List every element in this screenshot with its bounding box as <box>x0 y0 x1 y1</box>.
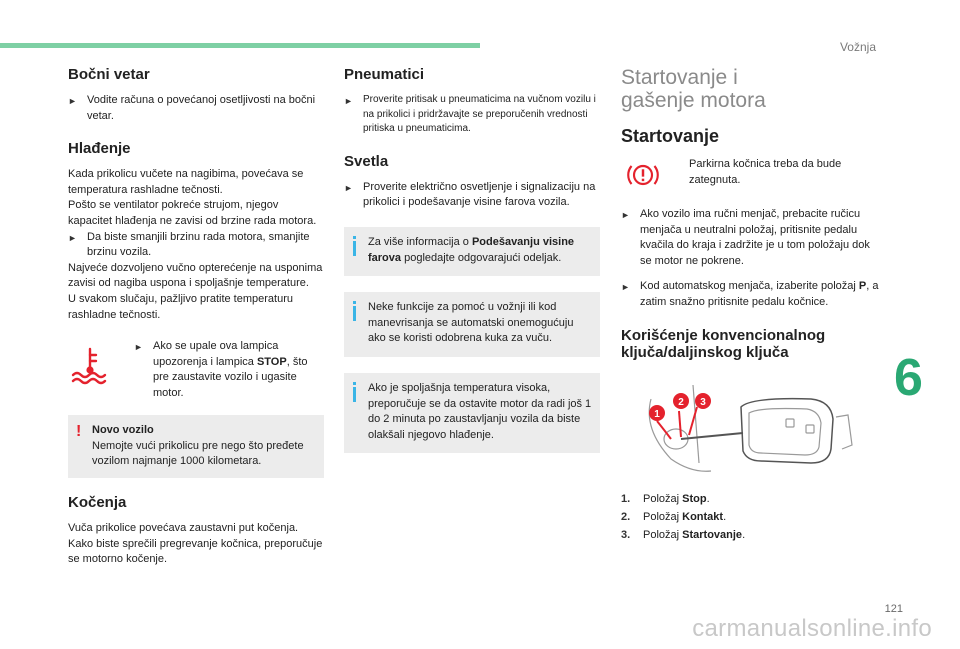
legend-item: 1. Položaj Stop. <box>621 492 710 505</box>
warning-text: Nemojte vući prikolicu pre nego što pređete vozilom najmanje 1000 kilometara. <box>92 439 304 468</box>
section-title-braking: Kočenja <box>68 493 127 511</box>
section-header: Vožnja <box>839 40 876 54</box>
page-title: Startovanje i gašenje motora <box>621 66 766 112</box>
section-title-key: Korišćenje konvencionalnog ključa/daljinskog ključa <box>621 326 826 361</box>
arrow-bullet-icon: ► <box>68 96 77 106</box>
section-title-tyres: Pneumatici <box>344 66 425 83</box>
column-3 <box>621 66 879 544</box>
svg-text:1: 1 <box>654 408 660 420</box>
arrow-bullet-icon: ► <box>134 342 143 353</box>
info-icon <box>353 236 356 256</box>
coolant-temperature-warning-icon <box>68 343 112 387</box>
svg-text:3: 3 <box>700 396 706 408</box>
top-accent-bar <box>0 43 480 48</box>
info-icon <box>353 382 356 402</box>
section-title-lights: Svetla <box>344 152 389 170</box>
key-position-legend <box>621 490 879 544</box>
paragraph: Najveće dozvoljeno vučno opterećenje na usponima zavisi od nagiba uspona i spoljašnje temperature. <box>68 261 323 290</box>
warning-lamp-note <box>68 339 324 409</box>
info-box-driving-aids: Neke funkcije za pomoć u vožnji ili kod manevrisanja se automatski onemogućuju ako se koristi odobrena kuka za vuču. <box>344 292 600 357</box>
section-title-cooling: Hlađenje <box>68 140 131 158</box>
new-vehicle-warning <box>68 415 324 478</box>
paragraph: Kada prikolicu vučete na nagibima, povećava se temperatura rashladne tečnosti. <box>68 168 304 196</box>
paragraph: Vuča prikolice povećava zaustavni put kočenja. Kako biste sprečili pregrevanje kočnica, preporučuje se motorno kočenje. <box>68 521 323 566</box>
svg-text:2: 2 <box>678 396 684 408</box>
list-item: ► Ako vozilo ima ručni menjač, prebacite ručicu menjača u neutralni položaj, pritisnite pedalu kvačila do kraja i zadržite je u tom položaju dok se motor ne pokrene. <box>621 208 870 267</box>
warning-title: Novo vozilo <box>92 424 154 437</box>
paragraph: U svakom slučaju, pažljivo pratite temperaturu rashladne tečnosti. <box>68 292 293 321</box>
list-item: ► Kod automatskog menjača, izaberite položaj P, a zatim snažno pritisnite pedalu kočnice. <box>621 280 879 308</box>
column-1 <box>68 66 324 568</box>
list-item: ► Ako se upale ova lampica upozorenja i lampica STOP, što pre zaustavite vozilo i ugasite motor. <box>134 340 308 399</box>
legend-item: 2. Položaj Kontakt. <box>621 510 727 523</box>
arrow-bullet-icon: ► <box>344 182 353 193</box>
arrow-bullet-icon: ► <box>621 210 630 220</box>
info-icon <box>353 301 356 321</box>
list-item: ► Vodite računa o povećanoj osetljivosti na bočni vetar. <box>68 94 316 122</box>
arrow-bullet-icon: ► <box>621 282 630 293</box>
section-title-crosswind: Bočni vetar <box>68 66 150 83</box>
parking-brake-warning-icon <box>625 157 661 193</box>
info-box-temperature: Ako je spoljašnja temperatura visoka, preporučuje se da ostavite motor da radi još 1 do 2 minuta po zaustavljanju vozila da biste olakšali njegovo hlađenje. <box>344 373 600 453</box>
list-item: ► Proverite pritisak u pneumaticima na vučnom vozilu i na prikolici i pridržavajte se preporučenih vrednosti pritiska u pneumaticima. <box>344 94 596 135</box>
arrow-bullet-icon: ► <box>344 96 353 106</box>
parking-brake-note: Parkirna kočnica treba da bude zategnuta. <box>621 157 879 207</box>
ignition-key-illustration <box>621 377 871 475</box>
legend-item: 3. Položaj Startovanje. <box>621 528 746 541</box>
list-item: ► Proverite električno osvetljenje i signalizaciju na prikolici i podešavanje visine farova vozila. <box>344 180 596 209</box>
exclamation-icon: ! <box>76 423 82 441</box>
column-2 <box>344 66 600 469</box>
arrow-bullet-icon: ► <box>68 232 77 243</box>
paragraph: Pošto se ventilator pokreće strujom, njegov kapacitet hlađenja ne zavisi od brzine rada motora. <box>68 199 317 227</box>
chapter-number: 6 <box>894 349 923 407</box>
watermark: carmanualsonline.info <box>692 615 932 642</box>
list-item: ► Da biste smanjili brzinu rada motora, smanjite brzinu vozila. <box>68 230 310 259</box>
info-box-headlamp: Za više informacija o Podešavanju visine farova pogledajte odgovarajući odeljak. <box>344 227 600 276</box>
section-title-starting: Startovanje <box>621 126 720 146</box>
page-number: 121 <box>884 603 903 615</box>
